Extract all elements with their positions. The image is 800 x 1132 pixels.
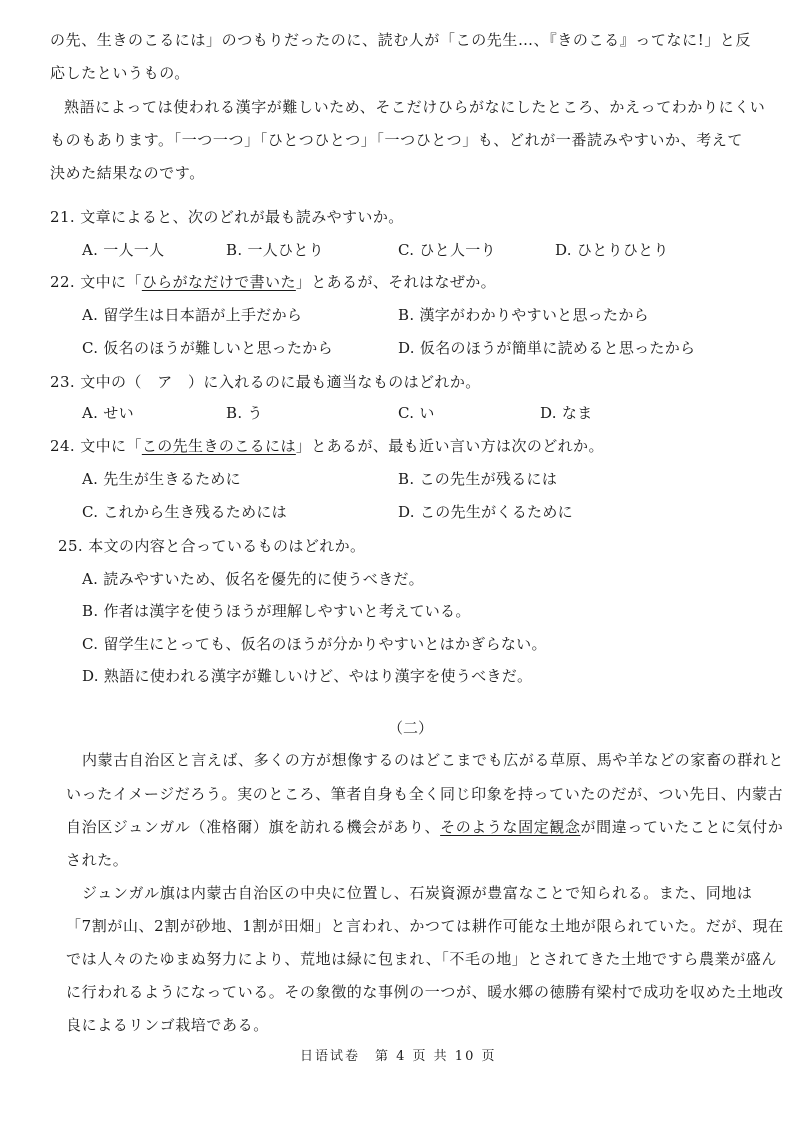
underlined-phrase: この先生きのこるには	[141, 437, 296, 455]
passage-line: ものもあります。「一つ一つ」「ひとつひとつ」「一つひとつ」も、どれが一番読みやすいか、考えて	[50, 131, 744, 149]
passage-line: された。	[66, 851, 129, 869]
option-25-a: A. 読みやすいため、仮名を優先的に使うべきだ。	[82, 570, 424, 588]
option-22-c: C. 仮名のほうが難しいと思ったから	[82, 339, 333, 357]
question-number: 23.	[50, 373, 76, 391]
option-23-d: D. なま	[540, 404, 593, 422]
passage-line: いったイメージだろう。実のところ、筆者自身も全く同じ印象を持っていたのだが、つい先日、内蒙古	[66, 785, 784, 803]
question-stem: 文章によると、次のどれが最も読みやすいか。	[80, 208, 404, 226]
option-23-a: A. せい	[82, 404, 134, 422]
option-24-d: D. この先生がくるために	[398, 503, 573, 521]
question-stem-pre: 文中に「	[80, 273, 142, 291]
question-24	[50, 436, 604, 456]
passage-line: 熟語によっては使われる漢字が難しいため、そこだけひらがなにしたところ、かえってわかりにくい	[64, 98, 766, 116]
question-25	[58, 536, 365, 556]
passage-line: に行われるようになっている。その象徴的な事例の一つが、暖水郷の徳勝有梁村で成功を収めた土地改	[66, 983, 784, 1001]
question-stem-post: 」とあるが、それはなぜか。	[295, 273, 497, 291]
passage-text: が間違っていたことに気付か	[580, 818, 784, 836]
option-23-c: C. い	[398, 404, 435, 422]
option-24-a: A. 先生が生きるために	[82, 470, 241, 488]
question-stem-post: 」とあるが、最も近い言い方は次のどれか。	[295, 437, 604, 455]
question-stem: 文中の（ ア ）に入れるのに最も適当なものはどれか。	[80, 373, 481, 391]
option-25-b: B. 作者は漢字を使うほうが理解しやすいと考えている。	[82, 602, 471, 620]
question-number: 25.	[58, 537, 84, 555]
option-25-d: D. 熟語に使われる漢字が難しいけど、やはり漢字を使うべきだ。	[82, 667, 533, 685]
passage-line: 「7割が山、2割が砂地、1割が田畑」と言われ、かつては耕作可能な土地が限られていた。だが、現在	[66, 917, 784, 935]
option-24-c: C. これから生き残るためには	[82, 503, 287, 521]
underlined-phrase: ひらがなだけで書いた	[141, 273, 296, 291]
question-number: 24.	[50, 437, 76, 455]
passage-line: ジュンガル旗は内蒙古自治区の中央に位置し、石炭資源が豊富なことで知られる。また、同地は	[82, 884, 753, 902]
question-stem: 本文の内容と合っているものはどれか。	[88, 537, 366, 555]
option-23-b: B. う	[226, 404, 263, 422]
passage-line: 内蒙古自治区と言えば、多くの方が想像するのはどこまでも広がる草原、馬や羊などの家畜の群れと	[82, 751, 785, 769]
passage-line: では人々のたゆまぬ努力により、荒地は緑に包まれ、「不毛の地」とされてきた土地ですら農業が盛ん	[66, 950, 778, 968]
underlined-phrase: そのような固定観念	[440, 818, 581, 836]
option-22-b: B. 漢字がわかりやすいと思ったから	[398, 306, 649, 324]
section-title: （二）	[388, 719, 434, 737]
page-footer: 日语试卷 第 4 页 共 10 页	[300, 1049, 497, 1064]
option-22-a: A. 留学生は日本語が上手だから	[82, 306, 303, 324]
option-21-a: A. 一人一人	[82, 241, 165, 259]
option-21-d: D. ひとりひとり	[555, 241, 669, 259]
passage-line: 良によるリンゴ栽培である。	[66, 1016, 269, 1034]
option-25-c: C. 留学生にとっても、仮名のほうが分かりやすいとはかぎらない。	[82, 635, 547, 653]
question-23	[50, 372, 481, 392]
question-stem-pre: 文中に「	[80, 437, 142, 455]
option-24-b: B. この先生が残るには	[398, 470, 558, 488]
passage-line	[66, 817, 783, 837]
passage-text: 自治区ジュンガル（准格爾）旗を訪れる機会があり、	[66, 818, 441, 836]
option-21-c: C. ひと人一り	[398, 241, 496, 259]
question-number: 21.	[50, 208, 76, 226]
question-21	[50, 207, 404, 227]
passage-line: の先、生きのこるには」のつもりだったのに、読む人が「この先生…、『きのこる』ってなに!」と反	[50, 31, 752, 49]
option-21-b: B. 一人ひとり	[226, 241, 324, 259]
question-22	[50, 272, 496, 292]
passage-line: 応したというもの。	[50, 64, 190, 82]
passage-line: 決めた結果なのです。	[50, 164, 205, 182]
question-number: 22.	[50, 273, 76, 291]
option-22-d: D. 仮名のほうが簡単に読めると思ったから	[398, 339, 696, 357]
